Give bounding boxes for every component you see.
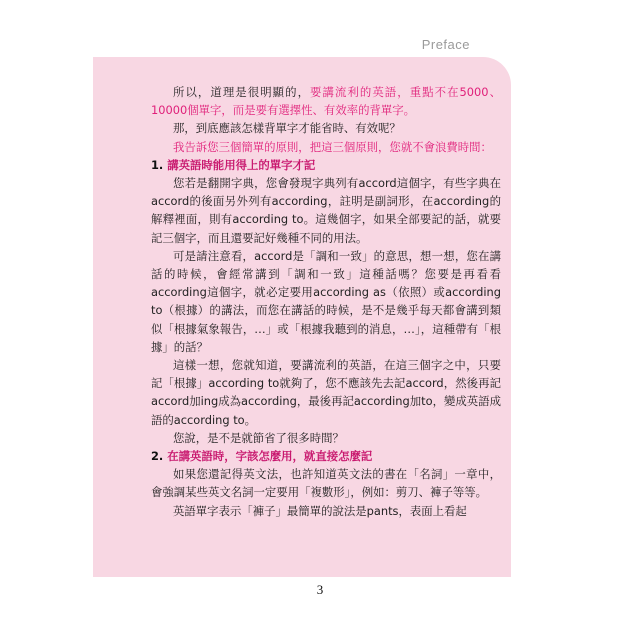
paragraph-1: 所以，道理是很明顯的，要講流利的英語，重點不在5000、10000個單字，而是要有選擇性、有效率的背單字。	[151, 85, 501, 118]
paragraph-3: 我告訴您三個簡單的原則，把這三個原則，您就不會浪費時間：	[173, 139, 492, 154]
text-panel	[93, 57, 511, 577]
paragraph-5: 可是請注意看，accord是「調和一致」的意思，想一想，您在講話的時候，會經常講到「調和一致」這種話嗎？您要是再看看according這個字，就必定要用according as（依照）或according to（根據）的講法，而您在講話的時候，是不是幾乎每天都會講到類似「根據氣象報告，…」或「根據我聽到的消息，…」，這種帶有「根據」的話？	[151, 248, 501, 354]
paragraph-9: 英語單字表示「褲子」最簡單的說法是pants，表面上看起	[173, 503, 467, 518]
page-number: 3	[316, 582, 324, 597]
paragraph-7: 您說，是不是就節省了很多時間？	[173, 430, 344, 445]
paragraph-8: 如果您還記得英文法，也許知道英文法的書在「名詞」一章中，會強調某些英文名詞一定要用「複數形」，例如：剪刀、褲子等等。	[151, 467, 501, 500]
paragraph-4: 您若是翻開字典，您會發現字典列有accord這個字，有些字典在accord的後面另外列有according，註明是副詞形，在according的解釋裡面，則有according to。這幾個字，如果全部要記的話，就要記三個字，而且還要記好幾種不同的用法。	[151, 176, 501, 245]
section-heading-2: 2. 在講英語時，字該怎麼用，就直接怎麼記	[151, 449, 373, 464]
section-heading-1: 1. 講英語時能用得上的單字才記	[151, 157, 316, 172]
paragraph-2: 那，到底應該怎樣背單字才能省時、有效呢？	[173, 121, 401, 136]
paragraph-6: 這樣一想，您就知道，要講流利的英語，在這三個字之中，只要記「根據」according to就夠了，您不應該先去記accord，然後再記accord加ing成為according，最後再記according加to，變成英語成語的according to。	[151, 358, 501, 427]
text-body	[151, 83, 501, 520]
page-header: Preface	[421, 37, 470, 52]
